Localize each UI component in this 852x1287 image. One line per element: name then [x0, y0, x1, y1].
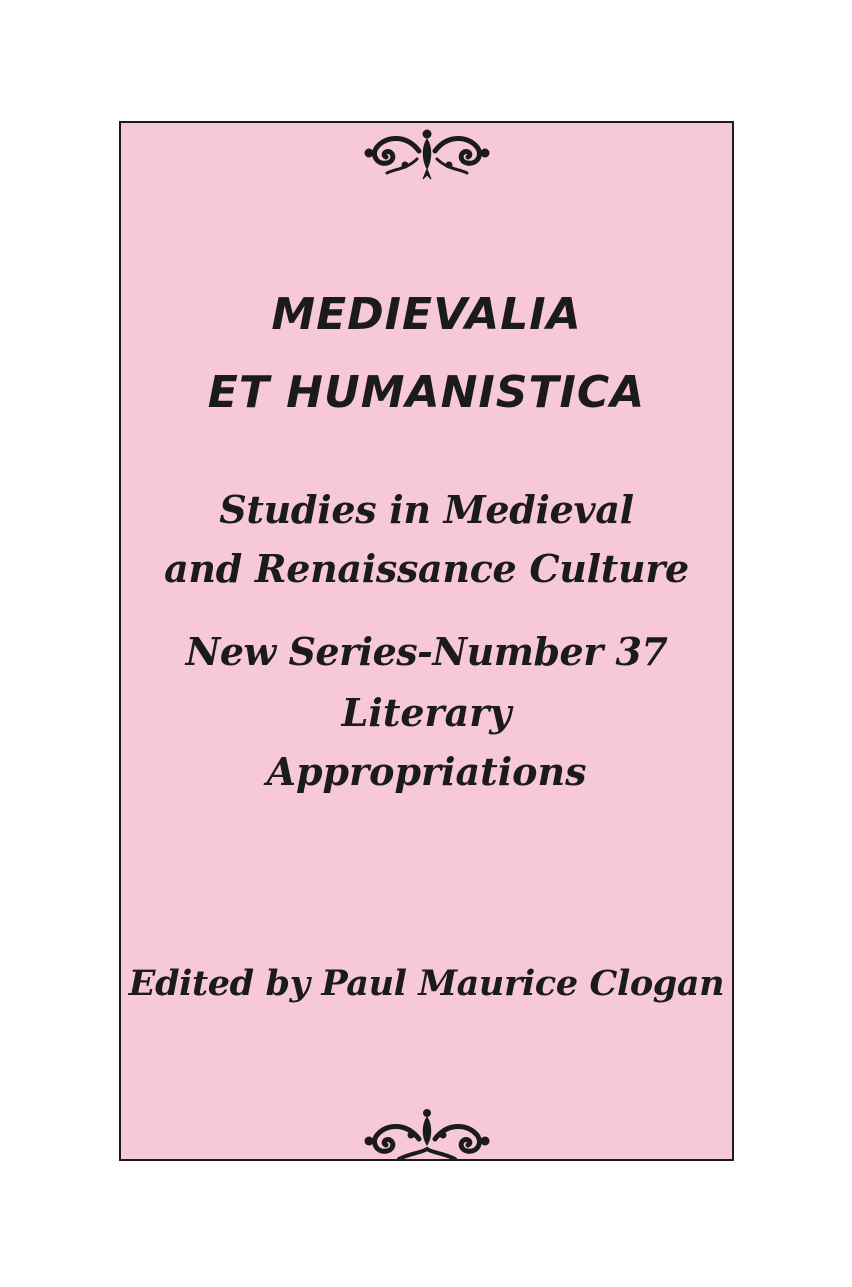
book-cover [119, 121, 734, 1161]
series-number: New Series-Number 37 [185, 629, 668, 674]
subtitle-line-2: and Renaissance Culture [164, 546, 689, 591]
floral-scroll-ornament-icon [359, 125, 495, 181]
series-title-line-1: MEDIEVALIA [271, 289, 582, 340]
series-title-line-2: ET HUMANISTICA [207, 367, 646, 418]
volume-title-line-2: Appropriations [266, 749, 587, 794]
editor-credit: Edited by Paul Maurice Clogan [128, 963, 725, 1004]
volume-title-line-1: Literary [341, 690, 512, 735]
floral-scroll-ornament-icon [359, 1109, 495, 1161]
subtitle-line-1: Studies in Medieval [219, 487, 634, 532]
